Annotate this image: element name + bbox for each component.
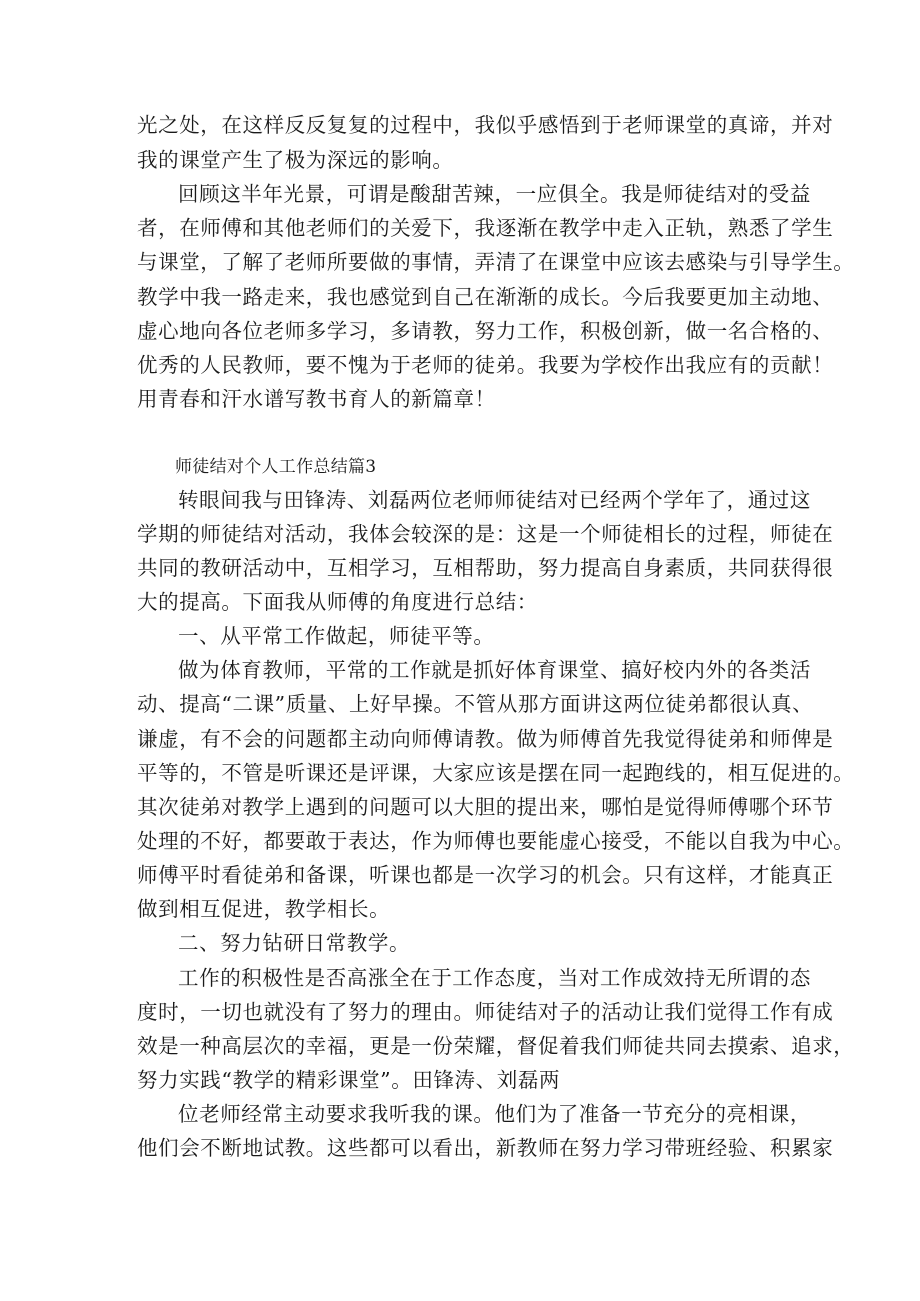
paragraph-line: 工作的积极性是否高涨全在于工作态度，当对工作成效持无所谓的态	[178, 966, 811, 990]
paragraph-line: 大的提高。下面我从师傅的角度进行总结：	[137, 590, 538, 614]
paragraph-line: 者，在师傅和其他老师们的关爱下，我逐渐在教学中走入正轨，熟悉了学生	[137, 216, 834, 240]
paragraph-line: 效是一种高层次的幸福，更是一份荣耀，督促着我们师徒共同去摸索、追求，	[137, 1034, 855, 1058]
paragraph-line: 其次徒弟对教学上遇到的问题可以大胆的提出来，哪怕是觉得师傅哪个环节	[137, 795, 834, 819]
paragraph-line: 师傅平时看徒弟和备课，听课也都是一次学习的机会。只有这样，才能真正	[137, 863, 834, 887]
paragraph-line: 转眼间我与田锋涛、刘磊两位老师师徒结对已经两个学年了，通过这	[178, 488, 811, 512]
paragraph-line: 与课堂，了解了老师所要做的事情，弄清了在课堂中应该去感染与引导学生。	[137, 250, 855, 274]
paragraph-line: 我的课堂产生了极为深远的影响。	[137, 148, 454, 172]
paragraph-line: 做为体育教师，平常的工作就是抓好体育课堂、搞好校内外的各类活	[178, 658, 811, 682]
paragraph-line: 谦虚，有不会的问题都主动向师傅请教。做为师傅首先我觉得徒弟和师俾是	[137, 727, 834, 751]
paragraph-line: 学期的师徒结对活动，我体会较深的是：这是一个师徒相长的过程，师徒在	[137, 522, 834, 546]
paragraph-line: 动、提高“二课”质量、上好早操。不管从那方面讲这两位徒弟都很认真、	[137, 692, 814, 716]
paragraph-line: 光之处，在这样反反复复的过程中，我似乎感悟到于老师课堂的真谛，并对	[137, 113, 834, 137]
paragraph-line: 优秀的人民教师，要不愧为于老师的徒弟。我要为学校作出我应有的贡献！	[137, 353, 834, 377]
paragraph-line: 努力实践“教学的精彩课堂”。田锋涛、刘磊两	[137, 1068, 561, 1092]
subheading-line: 一、从平常工作做起，师徒平等。	[178, 624, 495, 648]
paragraph-line: 他们会不断地试教。这些都可以看出，新教师在努力学习带班经验、积累家	[137, 1136, 834, 1160]
paragraph-line: 虚心地向各位老师多学习，多请教，努力工作，积极创新，做一名合格的、	[137, 319, 834, 343]
section-heading: 师徒结对个人工作总结篇3	[175, 457, 377, 477]
subheading-line: 二、努力钻研日常教学。	[178, 931, 411, 955]
paragraph-line: 做到相互促进，教学相长。	[137, 897, 391, 921]
paragraph-line: 度时，一切也就没有了努力的理由。师徒结对子的活动让我们觉得工作有成	[137, 1000, 834, 1024]
paragraph-line: 平等的，不管是听课还是评课，大家应该是摆在同一起跑线的，相互促进的。	[137, 761, 855, 785]
paragraph-line: 位老师经常主动要求我听我的课。他们为了准备一节充分的亮相课，	[178, 1102, 811, 1126]
paragraph-line: 回顾这半年光景，可谓是酸甜苦辣，一应俱全。我是师徒结对的受益	[178, 182, 811, 206]
paragraph-line: 共同的教研活动中，互相学习，互相帮助，努力提高自身素质，共同获得很	[137, 556, 834, 580]
paragraph-line: 教学中我一路走来，我也感觉到自己在渐渐的成长。今后我要更加主动地、	[137, 285, 834, 309]
paragraph-line: 用青春和汗水谱写教书育人的新篇章！	[137, 387, 496, 411]
paragraph-line: 处理的不好，都要敢于表达，作为师傅也要能虚心接受，不能以自我为中心。	[137, 829, 855, 853]
